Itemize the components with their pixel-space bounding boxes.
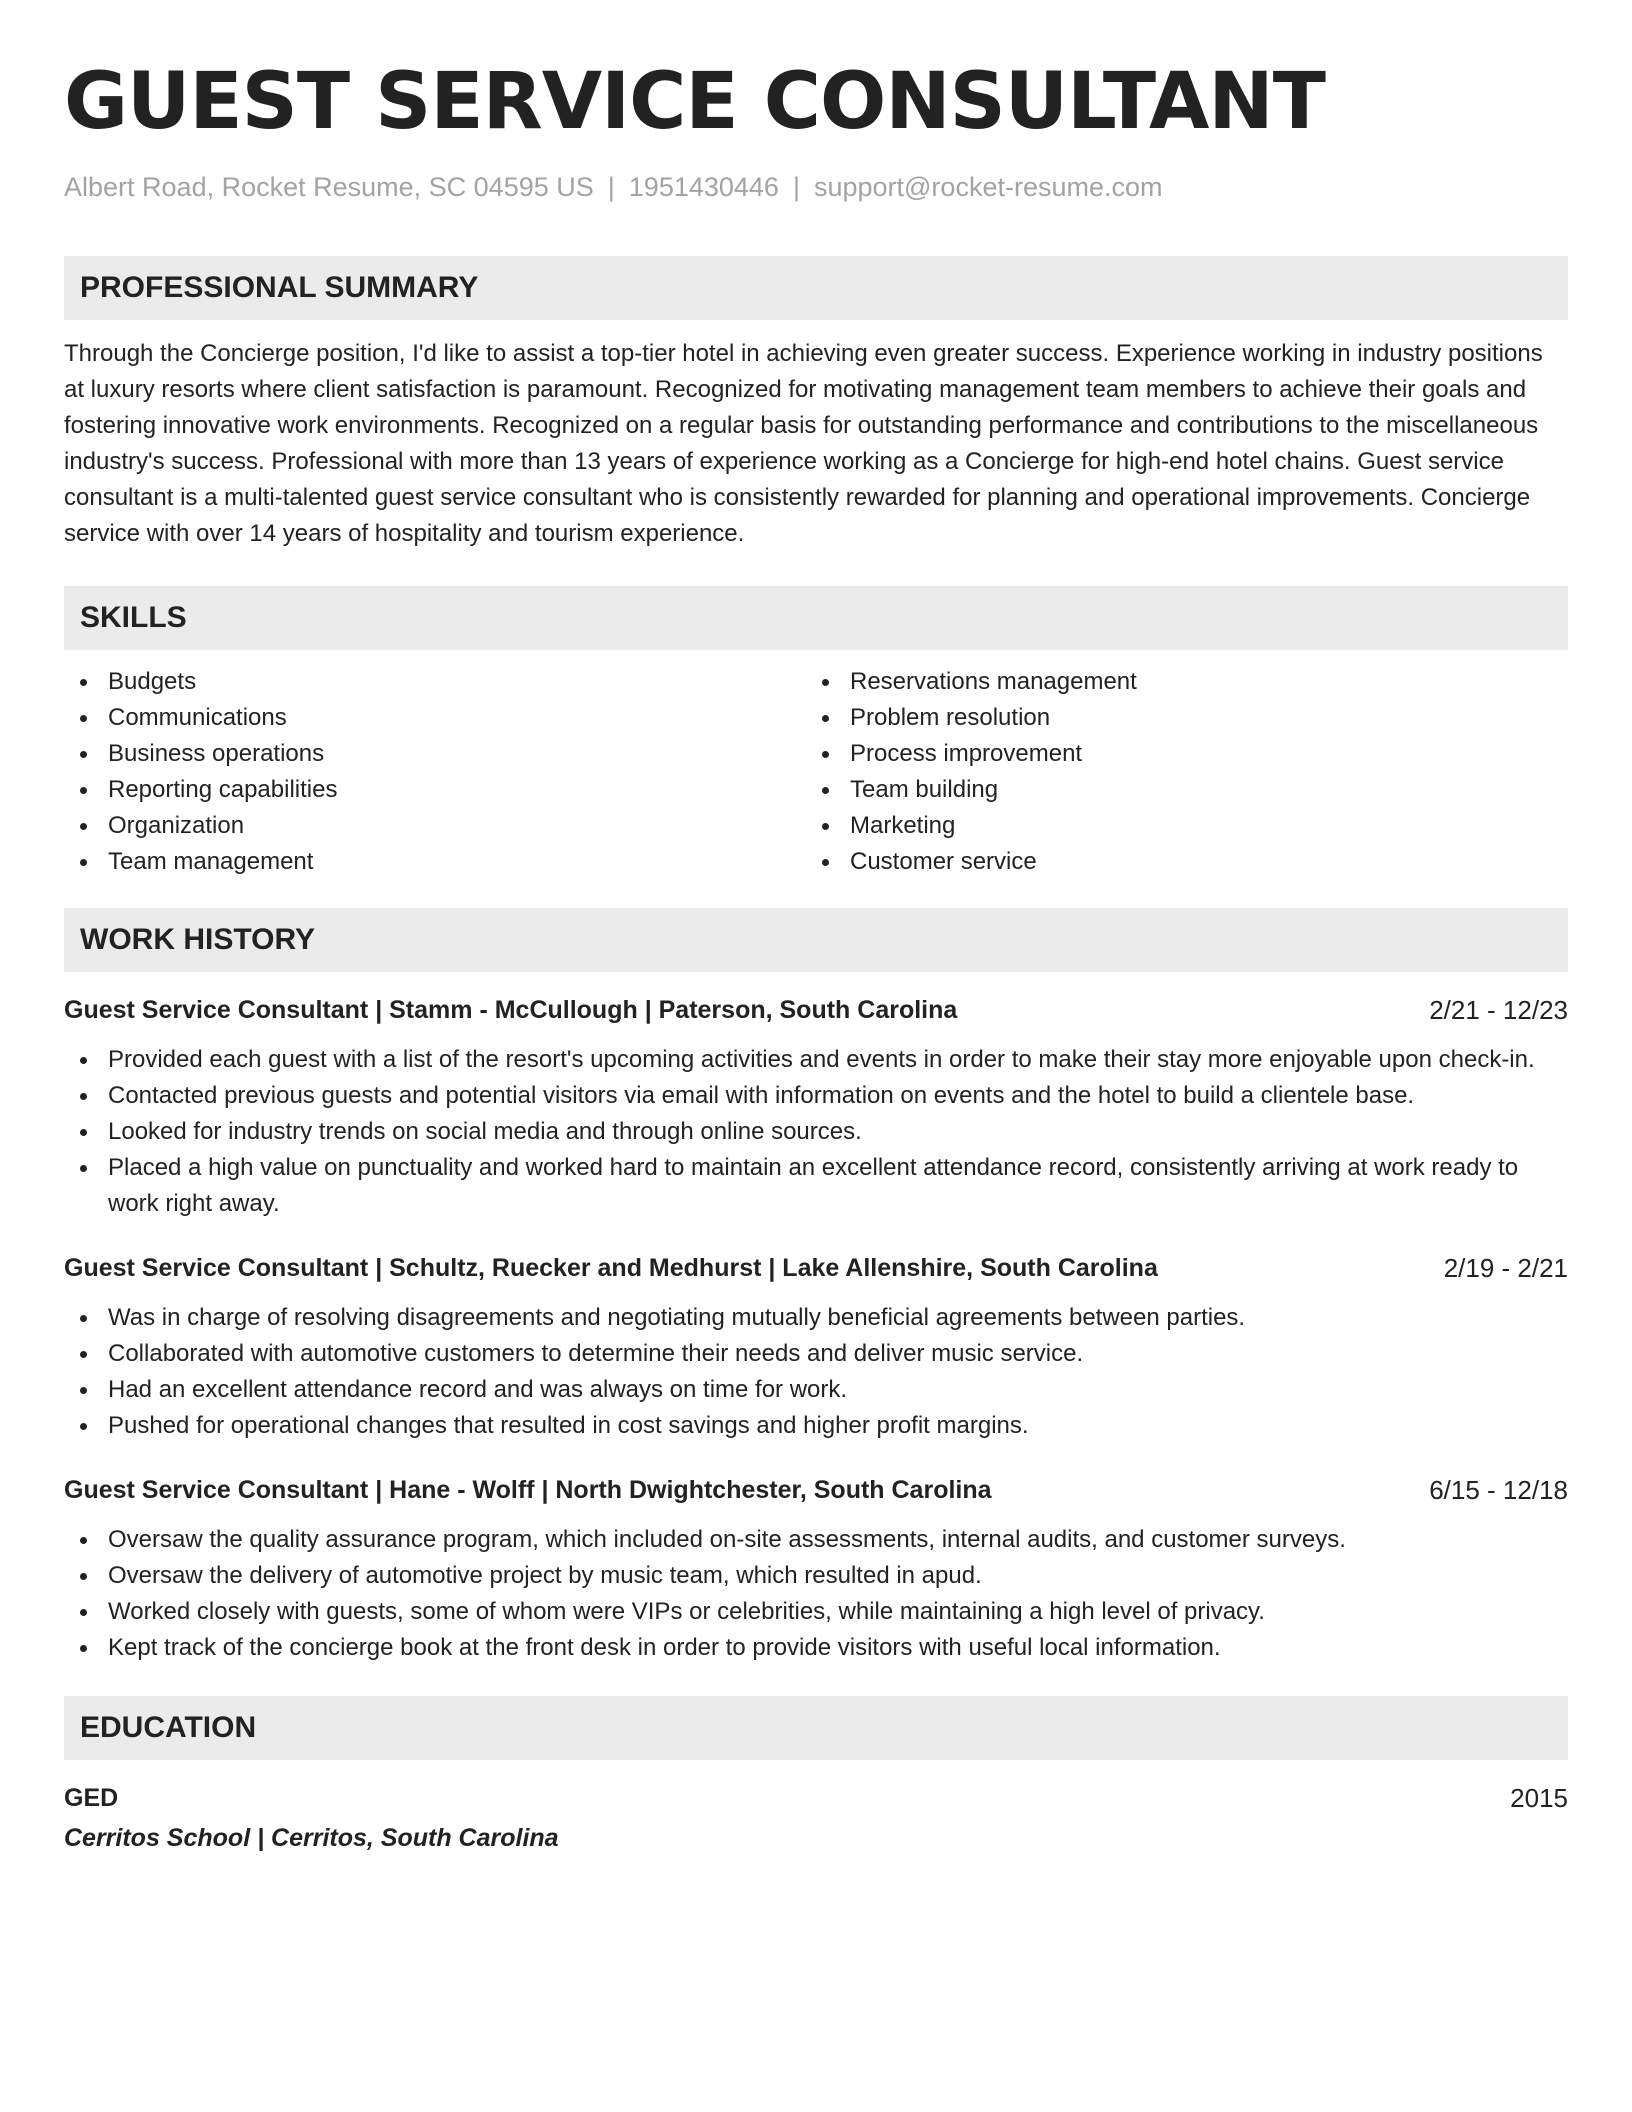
skill-item: Business operations [64,736,806,772]
job-bullets [64,1300,1568,1444]
contact-email: support@rocket-resume.com [813,172,1163,202]
skill-item: Process improvement [806,736,1548,772]
job-entry [64,1250,1568,1444]
job-bullet: Placed a high value on punctuality and worked hard to maintain an excellent attendance record, consistently arriving at work ready to work right away. [64,1150,1568,1222]
skills-column-right [806,664,1548,880]
job-bullet: Worked closely with guests, some of whom were VIPs or celebrities, while maintaining a high level of privacy. [64,1594,1568,1630]
section-header-skills: SKILLS [64,586,1568,650]
job-bullet: Oversaw the delivery of automotive project by music team, which resulted in apud. [64,1558,1568,1594]
job-bullet: Collaborated with automotive customers to determine their needs and deliver music service. [64,1336,1568,1372]
job-bullet: Contacted previous guests and potential visitors via email with information on events and the hotel to build a clientele base. [64,1078,1568,1114]
job-header [64,1250,1568,1286]
skill-item: Budgets [64,664,806,700]
contact-separator: | [792,172,800,202]
skill-item: Problem resolution [806,700,1548,736]
job-header [64,1472,1568,1508]
education-school: Cerritos School | Cerritos, South Carolina [64,1824,559,1852]
job-bullet: Pushed for operational changes that resulted in cost savings and higher profit margins. [64,1408,1568,1444]
summary-text: Through the Concierge position, I'd like to assist a top-tier hotel in achieving even greater success. Experience working in industry positions at luxury resorts where client satisfaction is paramount. Recognized for motivating management team members to achieve their goals and fostering innovative work environments. Recognized on a regular basis for outstanding performance and contributions to the miscellaneous industry's success. Professional with more than 13 years of experience working as a Concierge for high-end hotel chains. Guest service consultant is a multi-talented guest service consultant who is consistently rewarded for planning and operational improvements. Concierge service with over 14 years of hospitality and tourism experience. [64,340,1543,547]
job-title: Guest Service Consultant | Schultz, Ruecker and Medhurst | Lake Allenshire, South Carolina [64,1254,1158,1282]
skill-item: Customer service [806,844,1548,880]
job-dates: 6/15 - 12/18 [1429,1475,1568,1505]
education-header [64,1780,1568,1816]
skill-item: Marketing [806,808,1548,844]
job-entry [64,1472,1568,1666]
job-title: Guest Service Consultant | Hane - Wolff | North Dwightchester, South Carolina [64,1476,992,1504]
skill-item: Communications [64,700,806,736]
education-degree: GED [64,1784,119,1812]
job-bullet: Provided each guest with a list of the resort's upcoming activities and events in order to make their stay more enjoyable upon check-in. [64,1042,1568,1078]
skill-item: Team management [64,844,806,880]
job-bullet: Looked for industry trends on social media and through online sources. [64,1114,1568,1150]
job-bullets [64,1042,1568,1222]
job-entry [64,992,1568,1222]
job-bullet: Oversaw the quality assurance program, which included on-site assessments, internal audits, and customer surveys. [64,1522,1568,1558]
skills-list [64,664,1568,880]
skill-item: Reservations management [806,664,1548,700]
job-dates: 2/21 - 12/23 [1429,995,1568,1025]
skill-item: Organization [64,808,806,844]
job-bullets [64,1522,1568,1666]
job-header [64,992,1568,1028]
job-bullet: Had an excellent attendance record and was always on time for work. [64,1372,1568,1408]
skills-column-left [64,664,806,880]
skill-item: Reporting capabilities [64,772,806,808]
section-header-education: EDUCATION [64,1696,1568,1760]
job-bullet: Was in charge of resolving disagreements and negotiating mutually beneficial agreements between parties. [64,1300,1568,1336]
resume-page [64,56,1568,1856]
contact-address: Albert Road, Rocket Resume, SC 04595 US [64,172,594,202]
contact-separator: | [607,172,615,202]
education-year: 2015 [1510,1783,1568,1813]
job-title: Guest Service Consultant | Stamm - McCullough | Paterson, South Carolina [64,996,958,1024]
resume-name: GUEST SERVICE CONSULTANT [64,57,1325,147]
section-header-summary: PROFESSIONAL SUMMARY [64,256,1568,320]
contact-phone: 1951430446 [628,172,779,202]
job-bullet: Kept track of the concierge book at the front desk in order to provide visitors with useful local information. [64,1630,1568,1666]
job-dates: 2/19 - 2/21 [1443,1253,1568,1283]
section-header-work-history: WORK HISTORY [64,908,1568,972]
contact-line [64,170,1568,204]
skill-item: Team building [806,772,1548,808]
